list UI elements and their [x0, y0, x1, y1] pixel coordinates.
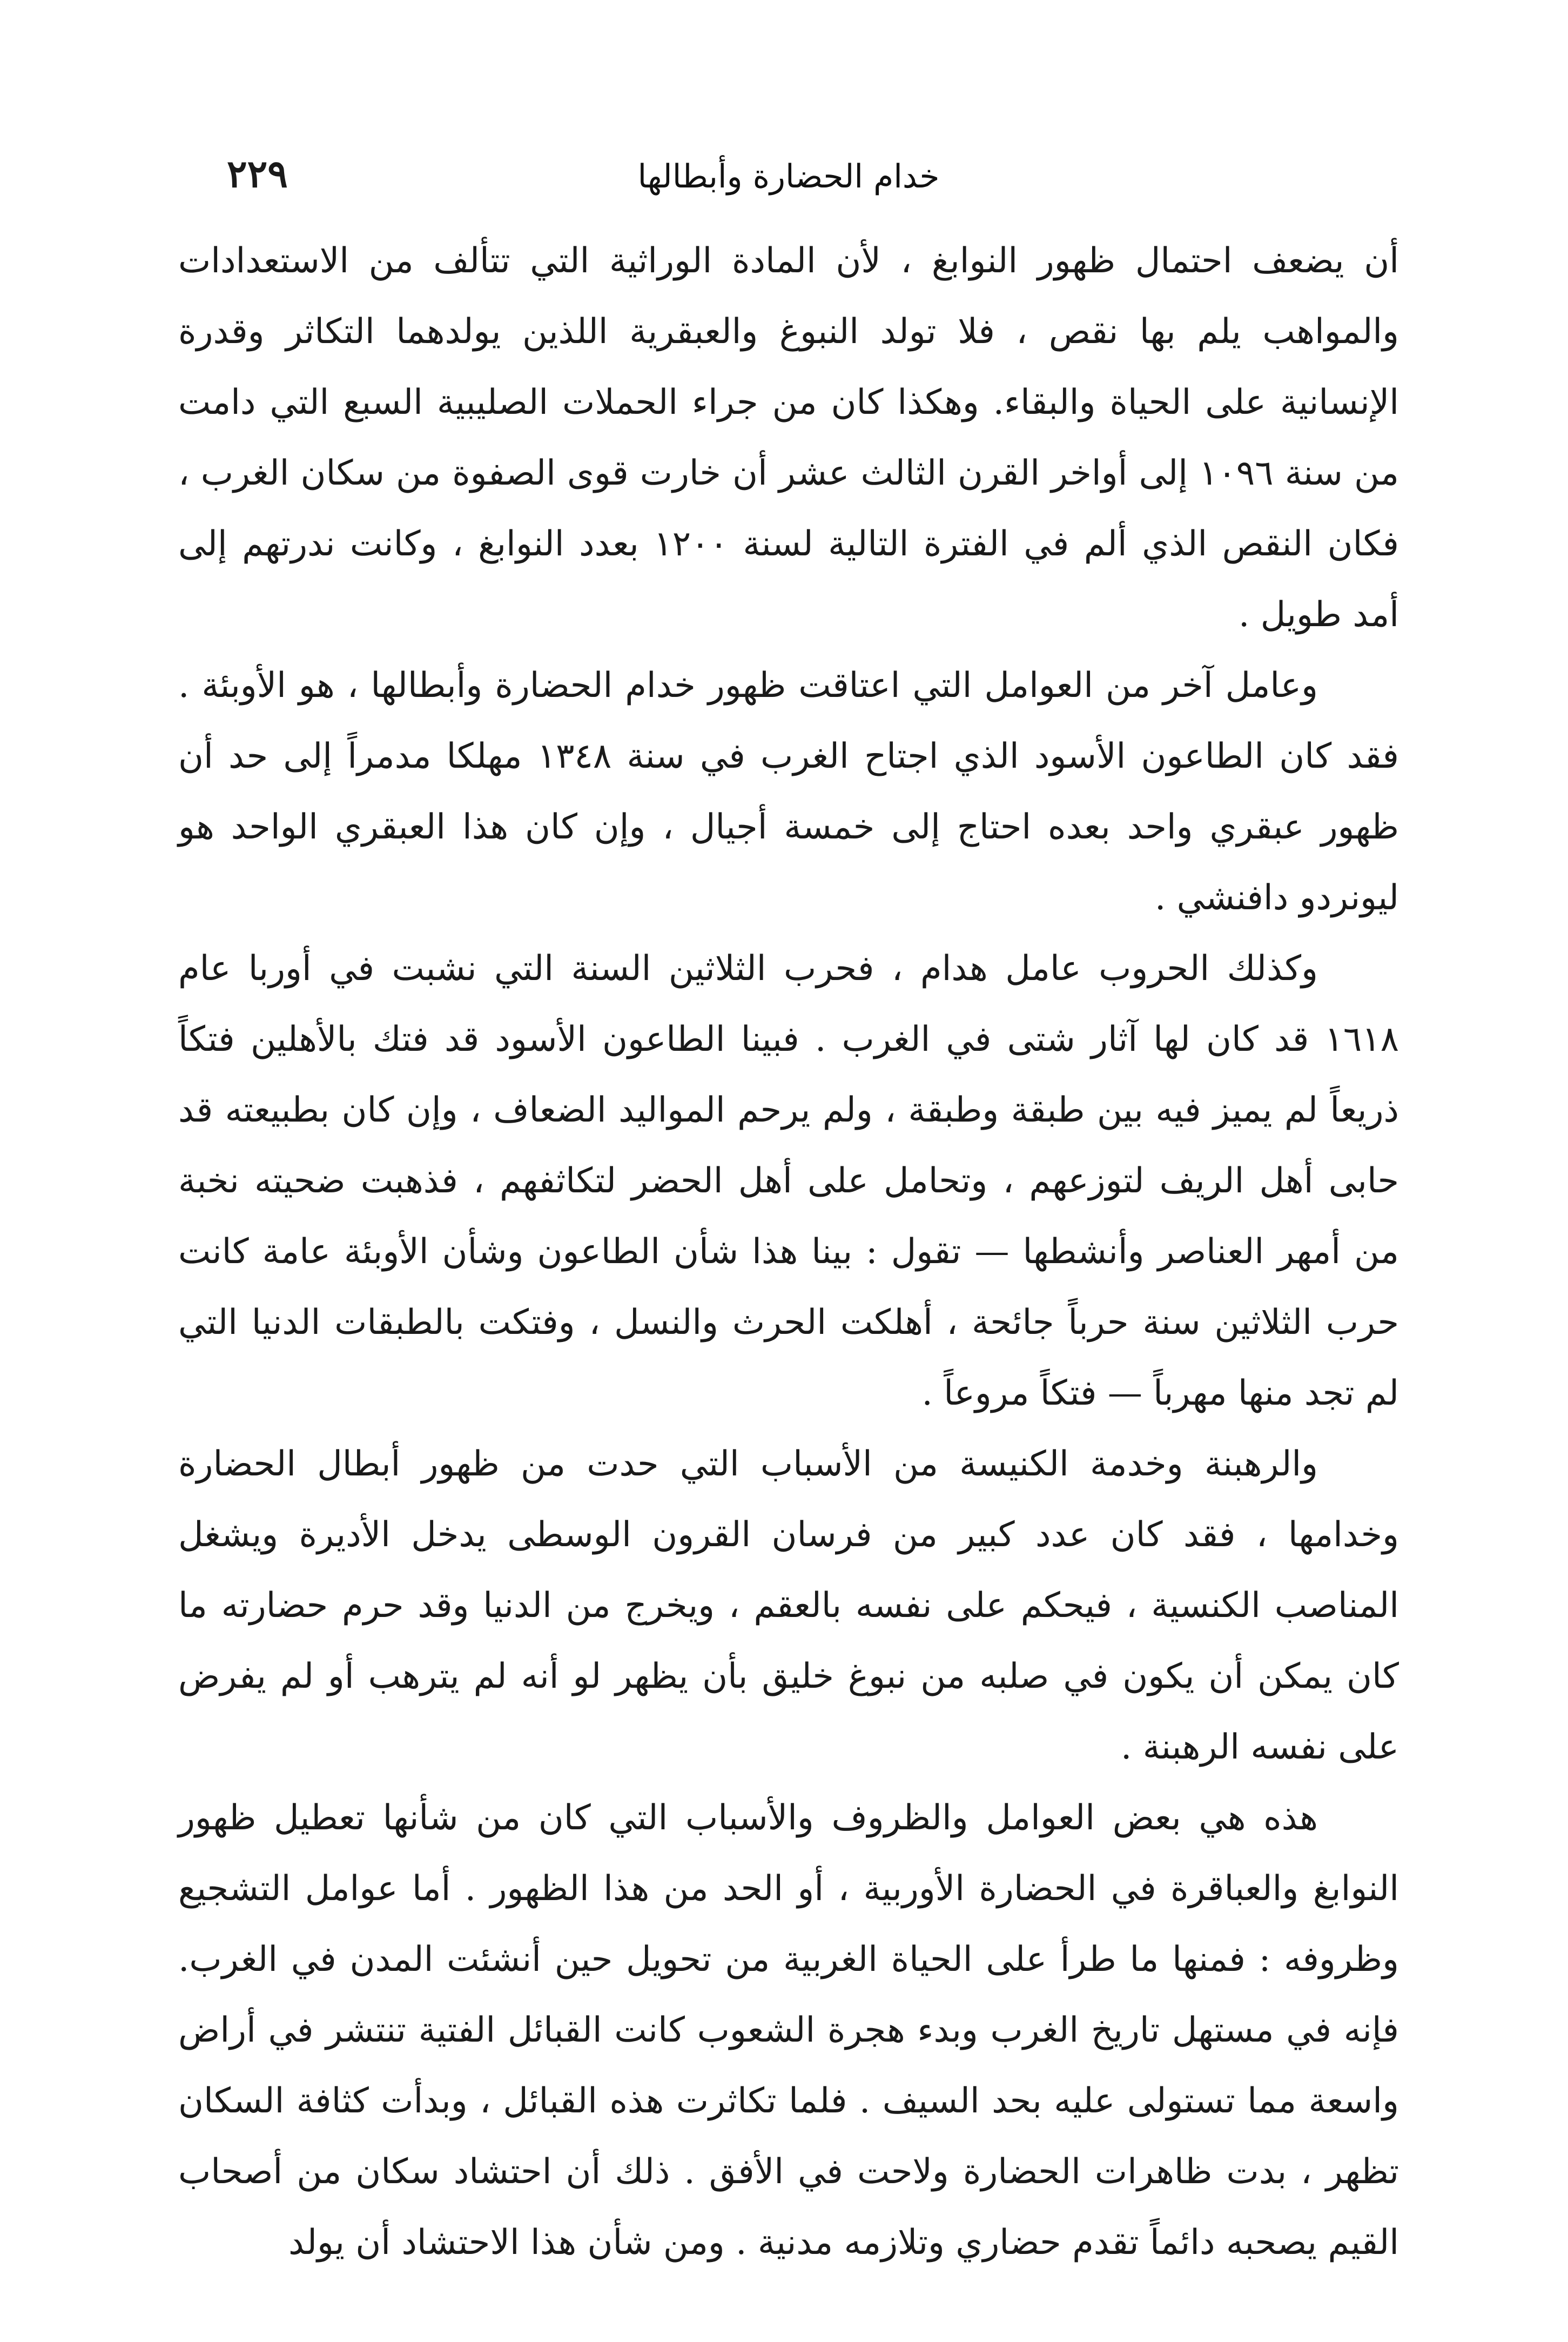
paragraph: والرهبنة وخدمة الكنيسة من الأسباب التي حدت من ظهور أبطال الحضارة وخدامها ، فقد كان عدد كبير من فرسان القرون الوسطى يدخل الأديرة ويشغل المناصب الكنسية ، فيحكم على نفسه بالعقم ، ويخرج من الدنيا وقد حرم حضارته ما كان يمكن أن يكون في صلبه من نبوغ خليق بأن يظهر لو أنه لم يترهب أو لم يفرض على نفسه الرهبنة . — [178, 1444, 1399, 1767]
paragraph: وعامل آخر من العوامل التي اعتاقت ظهور خدام الحضارة وأبطالها ، هو الأوبئة . فقد كان الطاعون الأسود الذي اجتاح الغرب في سنة ١٣٤٨ مهلكا مدمراً إلى حد أن ظهور عبقري واحد بعده احتاج إلى خمسة أجيال ، وإن كان هذا العبقري الواحد هو ليونردو دافنشي . — [178, 666, 1399, 918]
running-head — [178, 147, 1399, 212]
body-text — [178, 226, 1399, 2278]
paragraph: وكذلك الحروب عامل هدام ، فحرب الثلاثين السنة التي نشبت في أوربا عام ١٦١٨ قد كان لها آثار شتى في الغرب . فبينا الطاعون الأسود قد فتك بالأهلين فتكاً ذريعاً لم يميز فيه بين طبقة وطبقة ، ولم يرحم المواليد الضعاف ، وإن كان بطبيعته قد حابى أهل الريف لتوزعهم ، وتحامل على أهل الحضر لتكاثفهم ، فذهبت ضحيته نخبة من أمهر العناصر وأنشطها — تقول : بينا هذا شأن الطاعون وشأن الأوبئة عامة كانت حرب الثلاثين سنة حرباً جائحة ، أهلكت الحرث والنسل ، وفتكت بالطبقات الدنيا التي لم تجد منها مهرباً — فتكاً مروعاً . — [178, 949, 1399, 1413]
page-number: ٢٢٩ — [227, 151, 288, 196]
paragraph: هذه هي بعض العوامل والظروف والأسباب التي كان من شأنها تعطيل ظهور النوابغ والعباقرة في الحضارة الأوربية ، أو الحد من هذا الظهور . أما عوامل التشجيع وظروفه : فمنها ما طرأ على الحياة الغربية من تحويل حين أنشئت المدن في الغرب. فإنه في مستهل تاريخ الغرب وبدء هجرة الشعوب كانت القبائل الفتية تنتشر في أراض واسعة مما تستولى عليه بحد السيف . فلما تكاثرت هذه القبائل ، وبدأت كثافة السكان تظهر ، بدت ظاهرات الحضارة ولاحت في الأفق . ذلك أن احتشاد سكان من أصحاب القيم يصحبه دائماً تقدم حضاري وتلازمه مدنية . ومن شأن هذا الاحتشاد أن يولد — [178, 1798, 1399, 2263]
book-page — [178, 0, 1399, 2342]
running-title: خدام الحضارة وأبطالها — [637, 158, 940, 196]
paragraph: أن يضعف احتمال ظهور النوابغ ، لأن المادة الوراثية التي تتألف من الاستعدادات والمواهب يلم بها نقص ، فلا تولد النبوغ والعبقرية اللذين يولدهما التكاثر وقدرة الإنسانية على الحياة والبقاء. وهكذا كان من جراء الحملات الصليبية السبع التي دامت من سنة ١٠٩٦ إلى أواخر القرن الثالث عشر أن خارت قوى الصفوة من سكان الغرب ، فكان النقص الذي ألم في الفترة التالية لسنة ١٢٠٠ بعدد النوابغ ، وكانت ندرتهم إلى أمد طويل . — [178, 241, 1399, 635]
